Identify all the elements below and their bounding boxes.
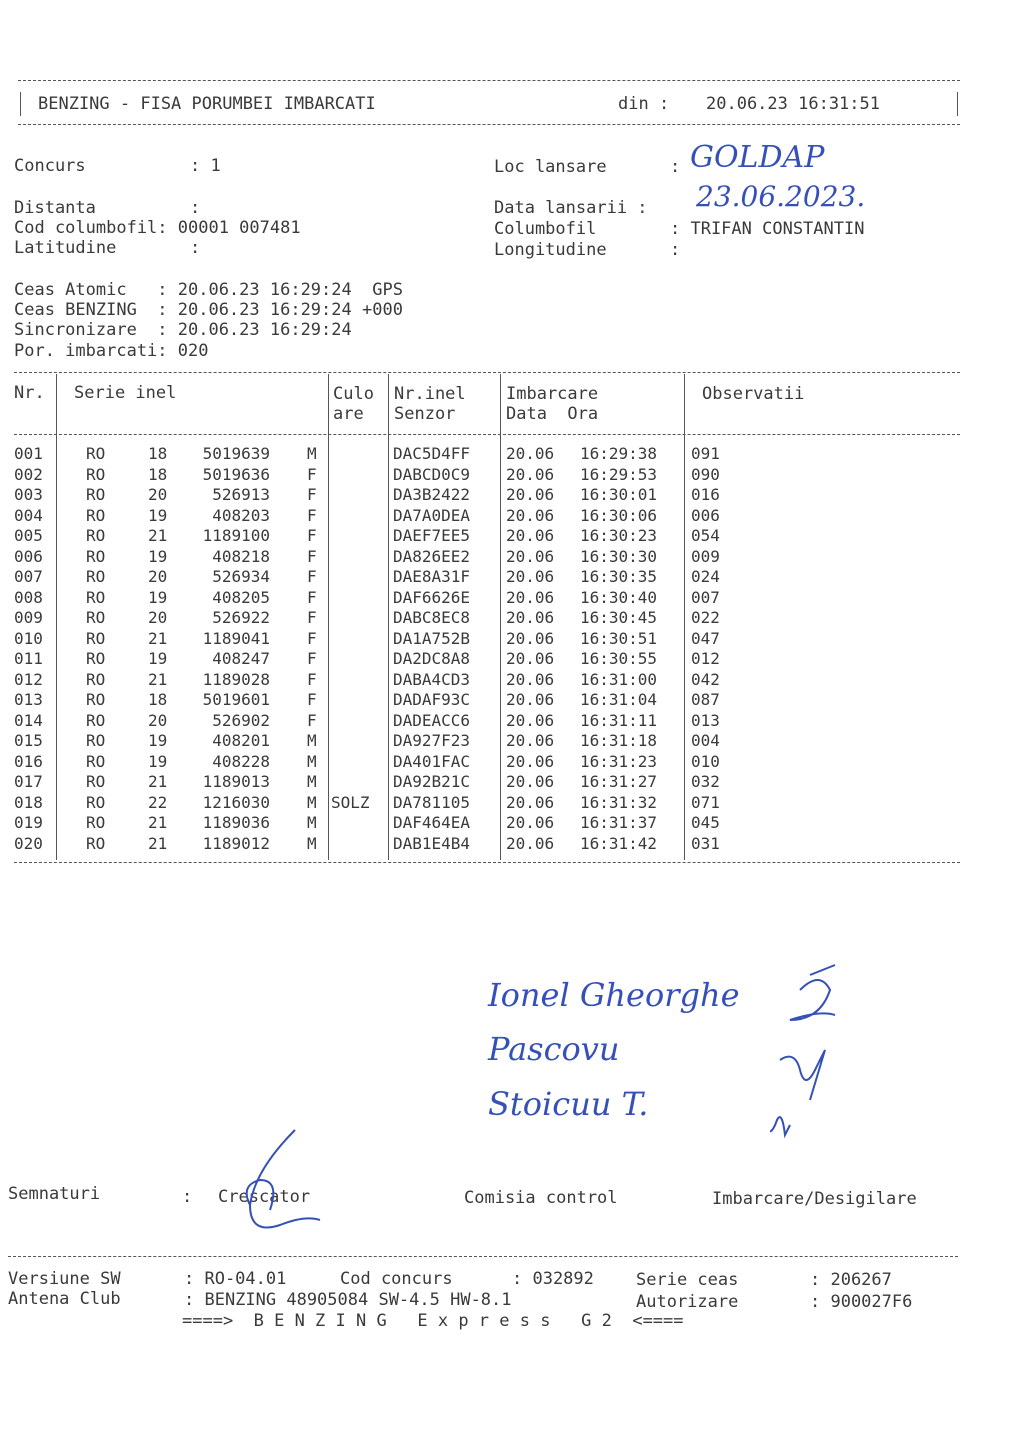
- row-date: 20.06: [506, 464, 555, 484]
- row-sensor: DA927F23: [393, 731, 471, 750]
- row-sensor: DA3B2422: [393, 485, 471, 504]
- header-nrinel-1: Nr.inel: [394, 384, 466, 404]
- longitudine-label: Longitudine: [494, 240, 607, 260]
- row-date: 20.06: [506, 546, 555, 566]
- row-date: 20.06: [506, 710, 555, 730]
- date-value: 20.06.23 16:31:51: [706, 94, 880, 114]
- header-observatii: Observatii: [702, 384, 805, 404]
- row-observatii: 007: [691, 587, 720, 607]
- row-date: 20.06: [506, 690, 555, 709]
- header-imbarcare-1: Imbarcare: [506, 384, 599, 404]
- header-nrinel-2: Senzor: [394, 404, 456, 424]
- row-time: 16:31:42: [580, 833, 658, 853]
- row-date: 20.06: [506, 772, 555, 791]
- row-nr: 005: [14, 526, 43, 545]
- handwritten-name-2: Pascovu: [488, 1030, 620, 1068]
- row-sensor: DAB1E4B4: [393, 833, 471, 853]
- header-bottom-border: [18, 124, 960, 125]
- loc-lansare-label: Loc lansare: [494, 157, 607, 177]
- row-observatii: 010: [691, 751, 720, 771]
- row-sex: F: [307, 567, 317, 586]
- row-sex: F: [307, 710, 317, 730]
- row-color: SOLZ: [331, 792, 370, 812]
- row-country: RO: [86, 649, 106, 668]
- comisia-control-label: Comisia control: [464, 1188, 618, 1208]
- row-sex: F: [307, 464, 317, 484]
- row-year: 20: [148, 485, 168, 504]
- row-nr: 006: [14, 546, 43, 566]
- row-ring: 1189028: [202, 669, 270, 689]
- ceas-benzing: Ceas BENZING : 20.06.23 16:29:24 +000: [14, 300, 403, 320]
- row-country: RO: [86, 526, 106, 545]
- row-date: 20.06: [506, 505, 555, 525]
- row-nr: 008: [14, 587, 43, 607]
- row-ring: 5019636: [202, 464, 270, 484]
- row-nr: 019: [14, 813, 43, 832]
- benzing-express-brand: ====> B E N Z I N G E x p r e s s G 2 <====: [182, 1311, 684, 1331]
- row-country: RO: [86, 485, 106, 504]
- row-year: 18: [148, 444, 168, 463]
- row-country: RO: [86, 772, 106, 791]
- table-row: [0, 731, 1024, 752]
- row-sensor: DA7A0DEA: [393, 505, 471, 525]
- row-sex: F: [307, 546, 317, 566]
- row-ring: 1189100: [202, 526, 270, 545]
- row-date: 20.06: [506, 526, 555, 545]
- row-ring: 5019601: [202, 690, 270, 709]
- row-observatii: 090: [691, 464, 720, 484]
- row-ring: 408247: [212, 649, 270, 668]
- row-observatii: 047: [691, 628, 720, 648]
- row-sensor: DA826EE2: [393, 546, 471, 566]
- header-top-border: [18, 80, 960, 81]
- row-ring: 526934: [212, 567, 270, 586]
- row-country: RO: [86, 669, 106, 689]
- table-row: [0, 834, 1024, 855]
- row-year: 19: [148, 649, 168, 668]
- row-nr: 015: [14, 731, 43, 750]
- row-time: 16:30:55: [580, 649, 658, 668]
- row-nr: 002: [14, 464, 43, 484]
- row-ring: 408203: [212, 505, 270, 525]
- row-time: 16:30:01: [580, 485, 658, 504]
- row-observatii: 045: [691, 813, 720, 832]
- row-sensor: DABC8EC8: [393, 608, 471, 627]
- row-time: 16:29:53: [580, 464, 658, 484]
- table-row: [0, 547, 1024, 568]
- row-time: 16:31:04: [580, 690, 658, 709]
- row-year: 18: [148, 690, 168, 709]
- row-sex: F: [307, 690, 317, 709]
- row-date: 20.06: [506, 444, 555, 463]
- table-row: [0, 465, 1024, 486]
- table-row: [0, 752, 1024, 773]
- row-time: 16:31:11: [580, 710, 658, 730]
- row-sensor: DABA4CD3: [393, 669, 471, 689]
- row-date: 20.06: [506, 587, 555, 607]
- table-row: [0, 608, 1024, 629]
- footer-border: [8, 1256, 958, 1257]
- table-row: [0, 813, 1024, 834]
- crescator-signature: [220, 1120, 330, 1240]
- columbofil-label: Columbofil: [494, 219, 597, 239]
- row-nr: 014: [14, 710, 43, 730]
- row-sensor: DAF6626E: [393, 587, 471, 607]
- data-lansarii-handwritten: 23.06.2023.: [696, 180, 866, 213]
- concurs-label: Concurs: [14, 156, 86, 176]
- row-time: 16:31:18: [580, 731, 658, 750]
- cod-columbofil: Cod columbofil: 00001 007481: [14, 218, 301, 238]
- table-row: [0, 629, 1024, 650]
- columbofil-value: : TRIFAN CONSTANTIN: [670, 219, 865, 239]
- table-row: [0, 711, 1024, 732]
- antena-club-label: Antena Club: [8, 1289, 121, 1309]
- table-row: [0, 588, 1024, 609]
- row-year: 21: [148, 833, 168, 853]
- row-observatii: 087: [691, 690, 720, 709]
- row-sensor: DA1A752B: [393, 628, 471, 648]
- row-ring: 526922: [212, 608, 270, 627]
- table-top-border: [14, 372, 960, 373]
- row-time: 16:30:06: [580, 505, 658, 525]
- date-label: din :: [618, 94, 670, 114]
- row-observatii: 031: [691, 833, 720, 853]
- row-date: 20.06: [506, 751, 555, 771]
- loc-lansare-colon: :: [670, 157, 681, 177]
- row-ring: 1216030: [202, 792, 270, 812]
- row-observatii: 071: [691, 792, 720, 812]
- row-sex: F: [307, 608, 317, 627]
- row-country: RO: [86, 751, 106, 771]
- row-country: RO: [86, 608, 106, 627]
- semnaturi-label: Semnaturi: [8, 1184, 101, 1204]
- longitudine-value: :: [670, 240, 681, 260]
- row-country: RO: [86, 731, 106, 750]
- row-sex: M: [307, 792, 317, 812]
- distanta-value: :: [190, 198, 201, 218]
- row-observatii: 009: [691, 546, 720, 566]
- row-country: RO: [86, 464, 106, 484]
- row-year: 22: [148, 792, 168, 812]
- row-date: 20.06: [506, 833, 555, 853]
- document-title: BENZING - FISA PORUMBEI IMBARCATI: [38, 94, 376, 114]
- row-date: 20.06: [506, 649, 555, 668]
- row-time: 16:30:30: [580, 546, 658, 566]
- autorizare-label: Autorizare: [636, 1292, 739, 1312]
- row-nr: 013: [14, 690, 43, 709]
- row-time: 16:31:27: [580, 772, 658, 791]
- row-date: 20.06: [506, 813, 555, 832]
- table-row: [0, 444, 1024, 465]
- row-year: 21: [148, 526, 168, 545]
- header-nr: Nr.: [14, 383, 45, 403]
- versiune-value: : RO-04.01: [184, 1269, 287, 1289]
- row-year: 19: [148, 751, 168, 771]
- header-right-border: [957, 92, 958, 116]
- row-time: 16:31:37: [580, 813, 658, 832]
- row-sensor: DAF464EA: [393, 813, 471, 832]
- row-ring: 408205: [212, 587, 270, 607]
- row-nr: 011: [14, 649, 43, 668]
- table-row: [0, 526, 1024, 547]
- row-sensor: DAC5D4FF: [393, 444, 471, 463]
- loc-lansare-handwritten: GOLDAP: [690, 140, 825, 175]
- row-year: 21: [148, 628, 168, 648]
- crescator-label: Crescator: [218, 1187, 311, 1207]
- row-sex: M: [307, 813, 317, 832]
- row-year: 18: [148, 464, 168, 484]
- row-ring: 408201: [212, 731, 270, 750]
- distanta-label: Distanta: [14, 198, 96, 218]
- row-time: 16:31:00: [580, 669, 658, 689]
- row-ring: 408228: [212, 751, 270, 771]
- table-row: [0, 772, 1024, 793]
- row-observatii: 022: [691, 608, 720, 627]
- row-sensor: DAE8A31F: [393, 567, 471, 586]
- header-imbarcare-2: Data Ora: [506, 404, 599, 424]
- row-date: 20.06: [506, 485, 555, 504]
- table-row: [0, 793, 1024, 814]
- row-nr: 009: [14, 608, 43, 627]
- semnaturi-colon: :: [182, 1187, 193, 1207]
- row-observatii: 013: [691, 710, 720, 730]
- row-time: 16:30:51: [580, 628, 658, 648]
- row-sensor: DA92B21C: [393, 772, 471, 791]
- row-sensor: DADEACC6: [393, 710, 471, 730]
- serie-ceas-value: : 206267: [810, 1270, 892, 1290]
- row-ring: 408218: [212, 546, 270, 566]
- row-country: RO: [86, 505, 106, 525]
- row-ring: 526902: [212, 710, 270, 730]
- row-time: 16:30:35: [580, 567, 658, 586]
- row-observatii: 091: [691, 444, 720, 463]
- row-sex: M: [307, 731, 317, 750]
- serie-ceas-label: Serie ceas: [636, 1270, 739, 1290]
- row-nr: 016: [14, 751, 43, 771]
- header-serie: Serie inel: [74, 383, 177, 403]
- data-lansarii-label: Data lansarii :: [494, 198, 648, 218]
- table-row: [0, 670, 1024, 691]
- row-country: RO: [86, 710, 106, 730]
- row-nr: 001: [14, 444, 43, 463]
- row-observatii: 032: [691, 772, 720, 791]
- row-sex: F: [307, 669, 317, 689]
- antena-club-value: : BENZING 48905084 SW-4.5 HW-8.1: [184, 1290, 512, 1310]
- row-sensor: DA781105: [393, 792, 471, 812]
- handwritten-initials-signature: [770, 960, 850, 1160]
- row-sex: M: [307, 751, 317, 771]
- table-header-border: [14, 434, 960, 435]
- row-time: 16:30:45: [580, 608, 658, 627]
- versiune-label: Versiune SW: [8, 1269, 121, 1289]
- row-ring: 1189041: [202, 628, 270, 648]
- row-sex: M: [307, 444, 317, 463]
- row-year: 20: [148, 567, 168, 586]
- row-sex: F: [307, 485, 317, 504]
- row-date: 20.06: [506, 669, 555, 689]
- row-observatii: 006: [691, 505, 720, 525]
- row-sex: F: [307, 628, 317, 648]
- row-time: 16:30:23: [580, 526, 658, 545]
- row-observatii: 004: [691, 731, 720, 750]
- row-country: RO: [86, 792, 106, 812]
- row-ring: 5019639: [202, 444, 270, 463]
- concurs-value: : 1: [190, 156, 221, 176]
- row-sensor: DABCD0C9: [393, 464, 471, 484]
- row-time: 16:31:32: [580, 792, 658, 812]
- table-row: [0, 649, 1024, 670]
- table-row: [0, 567, 1024, 588]
- row-country: RO: [86, 833, 106, 853]
- row-ring: 1189036: [202, 813, 270, 832]
- handwritten-name-3: Stoicuu T.: [488, 1085, 649, 1123]
- row-observatii: 054: [691, 526, 720, 545]
- imbarcare-desigilare-label: Imbarcare/Desigilare: [712, 1189, 917, 1209]
- row-year: 19: [148, 587, 168, 607]
- latitudine-value: :: [190, 238, 201, 258]
- row-country: RO: [86, 628, 106, 648]
- row-observatii: 016: [691, 485, 720, 504]
- row-date: 20.06: [506, 608, 555, 627]
- table-row: [0, 506, 1024, 527]
- cod-concurs-value: : 032892: [512, 1269, 594, 1289]
- row-observatii: 012: [691, 649, 720, 668]
- row-country: RO: [86, 444, 106, 463]
- cod-concurs-label: Cod concurs: [340, 1269, 453, 1289]
- table-row: [0, 485, 1024, 506]
- sincronizare: Sincronizare : 20.06.23 16:29:24: [14, 320, 352, 340]
- row-country: RO: [86, 546, 106, 566]
- row-nr: 017: [14, 772, 43, 791]
- row-country: RO: [86, 567, 106, 586]
- row-country: RO: [86, 690, 106, 709]
- autorizare-value: : 900027F6: [810, 1292, 913, 1312]
- row-year: 19: [148, 731, 168, 750]
- row-nr: 004: [14, 505, 43, 525]
- table-row: [0, 690, 1024, 711]
- row-ring: 526913: [212, 485, 270, 504]
- row-date: 20.06: [506, 567, 555, 586]
- row-observatii: 042: [691, 669, 720, 689]
- row-observatii: 024: [691, 567, 720, 586]
- row-sex: F: [307, 649, 317, 668]
- row-ring: 1189012: [202, 833, 270, 853]
- header-culoare-2: are: [333, 404, 364, 424]
- row-country: RO: [86, 813, 106, 832]
- row-date: 20.06: [506, 731, 555, 750]
- header-left-border: [20, 92, 21, 116]
- row-nr: 003: [14, 485, 43, 504]
- row-year: 20: [148, 608, 168, 627]
- row-year: 21: [148, 669, 168, 689]
- handwritten-name-1: Ionel Gheorghe: [488, 976, 740, 1014]
- row-nr: 018: [14, 792, 43, 812]
- row-sensor: DAEF7EE5: [393, 526, 471, 545]
- row-time: 16:29:38: [580, 444, 658, 463]
- row-nr: 007: [14, 567, 43, 586]
- row-sex: F: [307, 587, 317, 607]
- row-nr: 020: [14, 833, 43, 853]
- row-sex: F: [307, 505, 317, 525]
- row-time: 16:31:23: [580, 751, 658, 771]
- row-date: 20.06: [506, 628, 555, 648]
- row-year: 19: [148, 546, 168, 566]
- row-ring: 1189013: [202, 772, 270, 791]
- row-sex: M: [307, 772, 317, 791]
- row-date: 20.06: [506, 792, 555, 812]
- row-sex: F: [307, 526, 317, 545]
- row-year: 21: [148, 813, 168, 832]
- ceas-atomic: Ceas Atomic : 20.06.23 16:29:24 GPS: [14, 280, 403, 300]
- row-country: RO: [86, 587, 106, 607]
- row-sex: M: [307, 833, 317, 853]
- row-year: 21: [148, 772, 168, 791]
- header-culoare-1: Culo: [333, 384, 374, 404]
- row-year: 19: [148, 505, 168, 525]
- row-sensor: DADAF93C: [393, 690, 471, 709]
- por-imbarcati: Por. imbarcati: 020: [14, 341, 209, 361]
- row-nr: 010: [14, 628, 43, 648]
- row-time: 16:30:40: [580, 587, 658, 607]
- latitudine-label: Latitudine: [14, 238, 117, 258]
- row-sensor: DA2DC8A8: [393, 649, 471, 668]
- table-bottom-border: [14, 862, 960, 863]
- row-nr: 012: [14, 669, 43, 689]
- row-sensor: DA401FAC: [393, 751, 471, 771]
- row-year: 20: [148, 710, 168, 730]
